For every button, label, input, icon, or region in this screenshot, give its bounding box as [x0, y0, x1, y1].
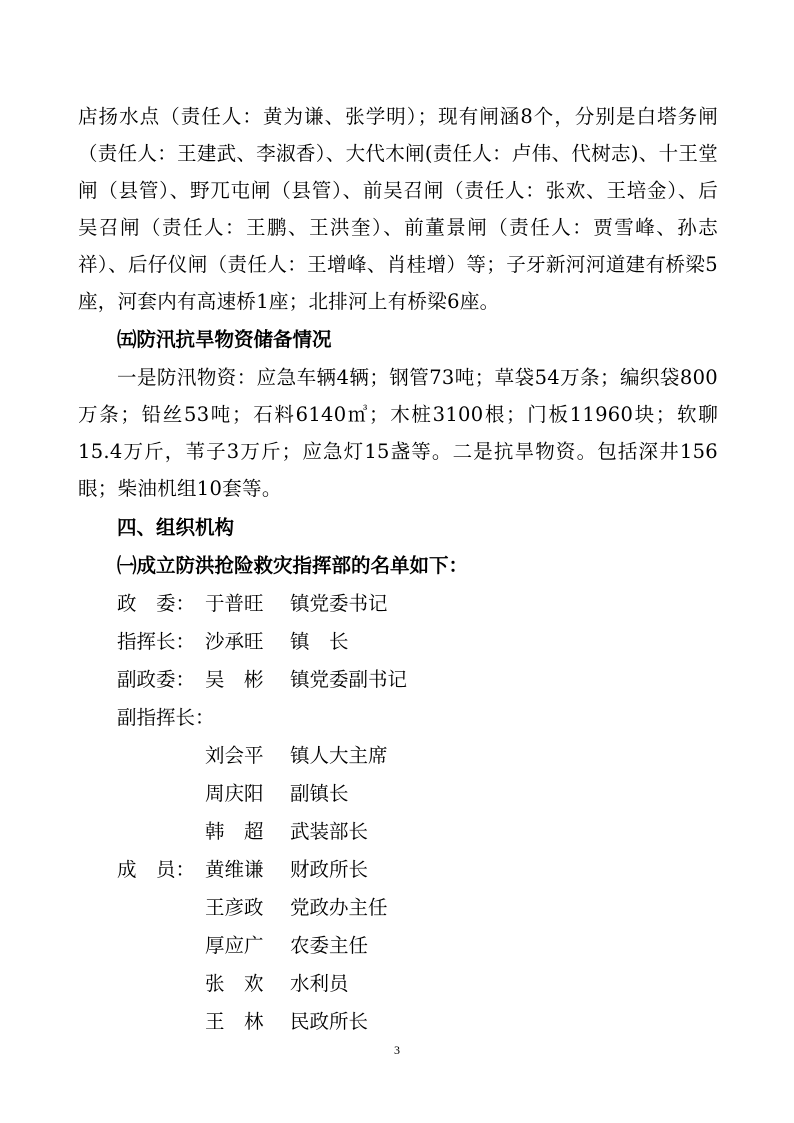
- deputy-name: 周庆阳: [205, 782, 264, 805]
- section-4-heading: 四、组织机构: [117, 516, 235, 539]
- member-title: 党政办主任: [290, 896, 388, 919]
- deputy-title: 副镇长: [290, 782, 349, 805]
- page-number: 3: [394, 1043, 400, 1057]
- roster-role: 指挥长：: [117, 630, 196, 653]
- deputy-title: 镇人大主席: [290, 744, 388, 767]
- member-title: 水利员: [290, 972, 349, 995]
- member-title: 农委主任: [290, 934, 369, 957]
- member-title: 民政所长: [290, 1010, 369, 1033]
- roster-role: 副政委：: [117, 668, 196, 691]
- deputy-label: 副指挥长：: [117, 706, 215, 729]
- materials-paragraph: 一是防汛物资：应急车辆4辆；钢管73吨；草袋54万条；编织袋800万条；铅丝53吨；石料6140㎥；木桩3100根；门板11960块；软聊15.4万斤，苇子3万斤；应急灯15盏等。二是抗旱物资。包括深井156眼；柴油机组10套等。: [78, 366, 718, 500]
- member-name: 黄维谦: [205, 858, 264, 881]
- water-facilities-paragraph: 店扬水点（责任人：黄为谦、张学明）；现有闸涵8个，分别是白塔务闸（责任人：王建武、李淑香）、大代木闸(责任人：卢伟、代树志)、十王堂闸（县管）、野兀屯闸（县管）、前吴召闸（责任人：张欢、王培金）、后吴召闸（责任人：王鹏、王洪奎）、前董景闸（责任人：贾雪峰、孙志祥）、后仔仪闸（责任人：王增峰、肖桂增）等；子牙新河河道建有桥梁5座，河套内有高速桥1座；北排河上有桥梁6座。: [78, 105, 718, 313]
- roster-name: 于普旺: [205, 592, 264, 615]
- subsection-1-heading: ㈠成立防洪抢险救灾指挥部的名单如下：: [117, 554, 469, 577]
- deputy-name: 韩 超: [205, 820, 264, 843]
- deputy-title: 武装部长: [290, 820, 369, 843]
- roster-title: 镇党委书记: [290, 592, 388, 615]
- roster-role: 政 委：: [117, 592, 196, 615]
- member-name: 王 林: [205, 1010, 264, 1033]
- deputy-name: 刘会平: [205, 744, 264, 767]
- roster-title: 镇 长: [290, 630, 349, 653]
- member-name: 王彦政: [205, 896, 264, 919]
- member-title: 财政所长: [290, 858, 369, 881]
- section-5-heading: ㈤防汛抗旱物资储备情况: [117, 328, 332, 351]
- roster-name: 吴 彬: [205, 668, 264, 691]
- roster-name: 沙承旺: [205, 630, 264, 653]
- member-name: 厚应广: [205, 934, 264, 957]
- member-name: 张 欢: [205, 972, 264, 995]
- members-label: 成 员：: [117, 858, 196, 881]
- roster-title: 镇党委副书记: [290, 668, 408, 691]
